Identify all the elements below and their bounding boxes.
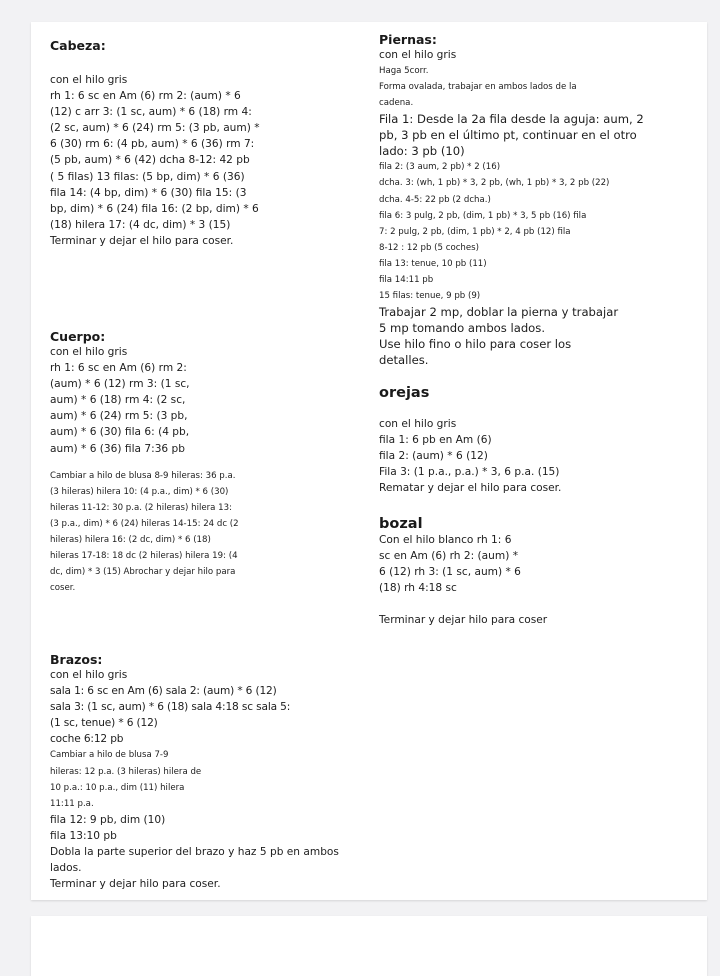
heading-piernas: Piernas: <box>379 32 437 47</box>
section-orejas <box>379 385 699 496</box>
heading-cabeza: Cabeza: <box>50 38 106 53</box>
bozal-instructions: Con el hilo blanco rh 1: 6 sc en Am (6) rh 2: (aum) * 6 (12) rh 3: (1 sc, aum) * 6 (18) rh 4:18 sc <box>379 534 521 595</box>
orejas-instructions: con el hilo gris fila 1: 6 pb en Am (6) fila 2: (aum) * 6 (12) Fila 3: (1 p.a., p.a.) * 3, 6 p.a. (15) Rematar y dejar el hilo para coser. <box>379 418 562 495</box>
brazos-instructions: sala 1: 6 sc en Am (6) sala 2: (aum) * 6 (12) sala 3: (1 sc, aum) * 6 (18) sala 4:18 sc sala 5: (1 sc, tenue) * 6 (12) coche 6:12 pb <box>50 685 291 746</box>
document-page <box>31 22 707 900</box>
cabeza-instructions: con el hilo gris rh 1: 6 sc en Am (6) rm 2: (aum) * 6 (12) c arr 3: (1 sc, aum) * 6 (18) rm 4: (2 sc, aum) * 6 (24) rm 5: (3 pb, aum) * 6 (30) rm 6: (4 pb, aum) * 6 (36) rm 7: (5 pb, aum) * 6 (42) dcha 8-12: 42 pb ( 5 filas) 13 filas: (5 bp, dim) * 6 (36) fila 14: (4 bp, dim) * 6 (30) fila 15: (3 bp, dim) * 6 (24) fila 16: (2 bp, dim) * 6 (18) hilera 17: (4 dc, dim) * 3 (15) Terminar y dejar el hilo para coser. <box>50 74 260 247</box>
brazos-instructions-small: Cambiar a hilo de blusa 7-9 hileras: 12 p.a. (3 hileras) hilera de 10 p.a.: 10 p.a., dim (11) hilera 11:11 p.a. <box>50 750 202 809</box>
piernas-yarn: con el hilo gris <box>379 49 457 61</box>
bozal-finish: Terminar y dejar hilo para coser <box>379 614 548 627</box>
heading-orejas: orejas <box>379 385 430 401</box>
heading-brazos: Brazos: <box>50 652 103 667</box>
section-brazos <box>50 652 360 892</box>
piernas-finish: Trabajar 2 mp, doblar la pierna y trabajar 5 mp tomando ambos lados. Use hilo fino o hilo para coser los detalles. <box>379 305 619 368</box>
piernas-rows-2-14: fila 2: (3 aum, 2 pb) * 2 (16) dcha. 3: (wh, 1 pb) * 3, 2 pb, (wh, 1 pb) * 3, 2 pb (22) dcha. 4-5: 22 pb (2 dcha.) fila 6: 3 pulg, 2 pb, (dim, 1 pb) * 3, 5 pb (16) fila 7: 2 pulg, 2 pb, (dim, 1 pb) * 2, 4 pb (12) fila 8-12 : 12 pb (5 coches) fila 13: tenue, 10 pb (11) fila 14:11 pb <box>379 162 610 286</box>
brazos-yarn: con el hilo gris <box>50 669 128 681</box>
piernas-row-15: 15 filas: tenue, 9 pb (9) <box>379 291 481 302</box>
next-page <box>31 916 707 976</box>
piernas-intro-small: Haga 5corr. Forma ovalada, trabajar en ambos lados de la cadena. <box>379 66 577 109</box>
heading-bozal: bozal <box>379 516 423 532</box>
section-cabeza <box>50 38 360 249</box>
section-bozal <box>379 516 699 628</box>
heading-cuerpo: Cuerpo: <box>50 329 106 344</box>
piernas-row-1: Fila 1: Desde la 2a fila desde la aguja: aum, 2 pb, 3 pb en el último pt, continuar en el otro lado: 3 pb (10) <box>379 112 644 159</box>
section-cuerpo <box>50 329 360 596</box>
section-piernas <box>379 32 699 368</box>
cuerpo-instructions: con el hilo gris rh 1: 6 sc en Am (6) rm 2: (aum) * 6 (12) rm 3: (1 sc, aum) * 6 (18) rm 4: (2 sc, aum) * 6 (24) rm 5: (3 pb, aum) * 6 (30) fila 6: (4 pb, aum) * 6 (36) fila 7:36 pb <box>50 346 190 455</box>
brazos-instructions-end: fila 12: 9 pb, dim (10) fila 13:10 pb Dobla la parte superior del brazo y haz 5 pb en ambos lados. Terminar y dejar hilo para coser. <box>50 813 339 891</box>
cuerpo-instructions-small: Cambiar a hilo de blusa 8-9 hileras: 36 p.a. (3 hileras) hilera 10: (4 p.a., dim) * 6 (30) hileras 11-12: 30 p.a. (2 hileras) hilera 13: (3 p.a., dim) * 6 (24) hileras 14-15: 24 dc (2 hileras) hilera 16: (2 dc, dim) * 6 (18) hileras 17-18: 18 dc (2 hileras) hilera 19: (4 dc, dim) * 3 (15) Abrochar y dejar hilo para coser. <box>50 470 239 594</box>
